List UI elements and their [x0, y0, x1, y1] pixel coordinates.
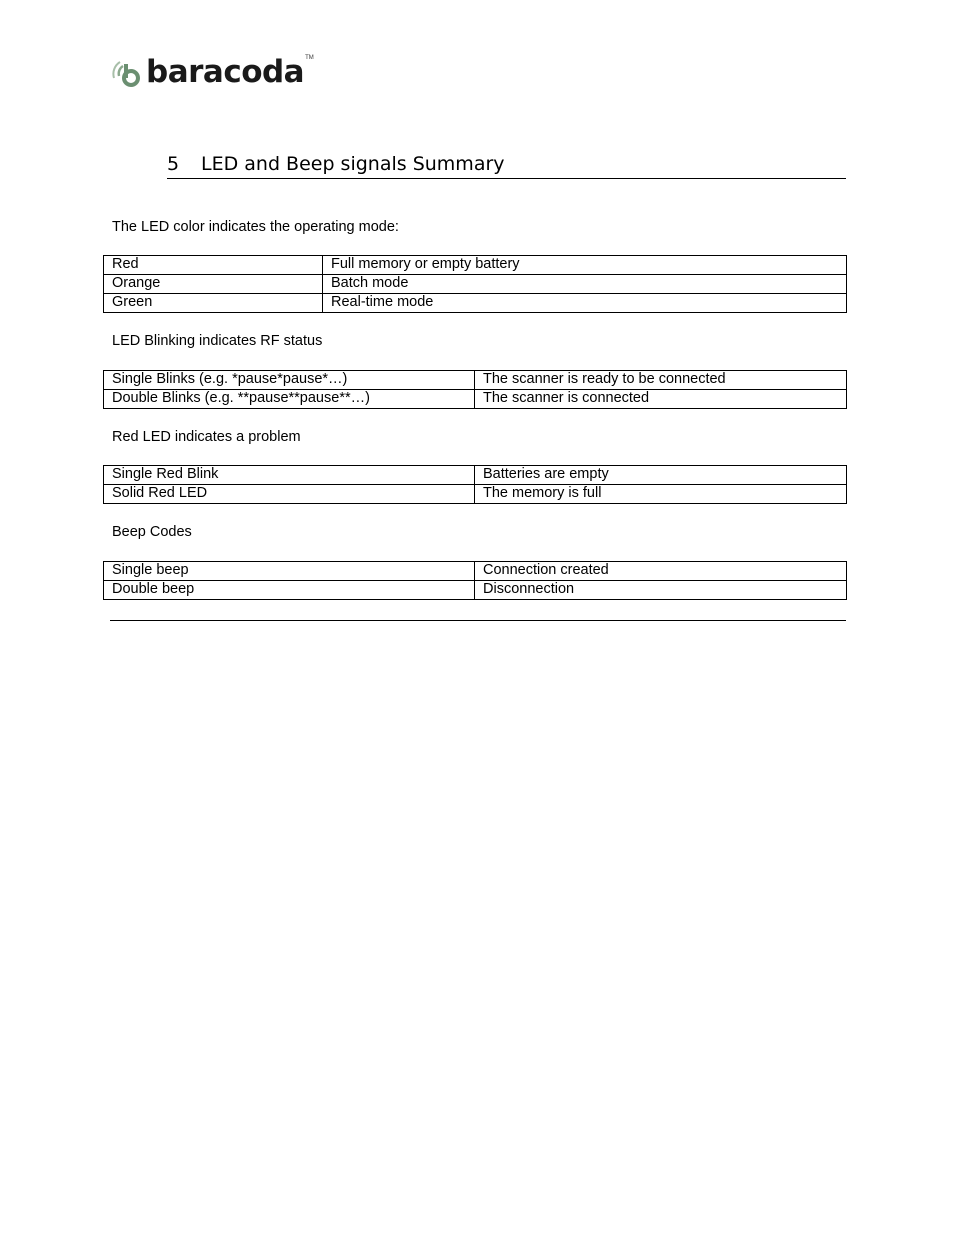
beep-codes-intro: Beep Codes	[112, 524, 192, 540]
table-cell: Single Red Blink	[104, 466, 475, 485]
table-row	[104, 562, 847, 581]
red-led-table	[103, 465, 847, 504]
table-row	[104, 485, 847, 504]
table-cell: Red	[104, 256, 323, 275]
baracoda-logo	[110, 52, 314, 92]
table-cell: Disconnection	[475, 581, 847, 600]
red-led-intro: Red LED indicates a problem	[112, 429, 301, 445]
table-row	[104, 581, 847, 600]
table-cell: Green	[104, 294, 323, 313]
section-number: 5	[167, 153, 180, 175]
table-cell: Batteries are empty	[475, 466, 847, 485]
table-cell: The scanner is ready to be connected	[475, 371, 847, 390]
led-color-table	[103, 255, 847, 313]
table-cell: The memory is full	[475, 485, 847, 504]
table-cell: Batch mode	[323, 275, 847, 294]
table-cell: Connection created	[475, 562, 847, 581]
table-cell: Solid Red LED	[104, 485, 475, 504]
section-divider	[110, 620, 846, 621]
section-heading	[167, 150, 846, 179]
baracoda-signal-icon	[110, 54, 146, 90]
section-title: LED and Beep signals Summary	[201, 153, 505, 175]
table-row	[104, 390, 847, 409]
table-cell: Double beep	[104, 581, 475, 600]
table-row	[104, 275, 847, 294]
table-cell: Single Blinks (e.g. *pause*pause*…)	[104, 371, 475, 390]
logo-wordmark: baracoda	[146, 54, 305, 90]
table-cell: Single beep	[104, 562, 475, 581]
table-cell: Double Blinks (e.g. **pause**pause**…)	[104, 390, 475, 409]
led-blinking-intro: LED Blinking indicates RF status	[112, 333, 323, 349]
table-cell: Real-time mode	[323, 294, 847, 313]
table-row	[104, 256, 847, 275]
table-cell: The scanner is connected	[475, 390, 847, 409]
logo-trademark: TM	[305, 55, 314, 61]
beep-codes-table	[103, 561, 847, 600]
table-row	[104, 466, 847, 485]
led-blinking-table	[103, 370, 847, 409]
table-cell: Orange	[104, 275, 323, 294]
table-row	[104, 294, 847, 313]
table-row	[104, 371, 847, 390]
table-cell: Full memory or empty battery	[323, 256, 847, 275]
led-color-intro: The LED color indicates the operating mode:	[112, 219, 399, 235]
